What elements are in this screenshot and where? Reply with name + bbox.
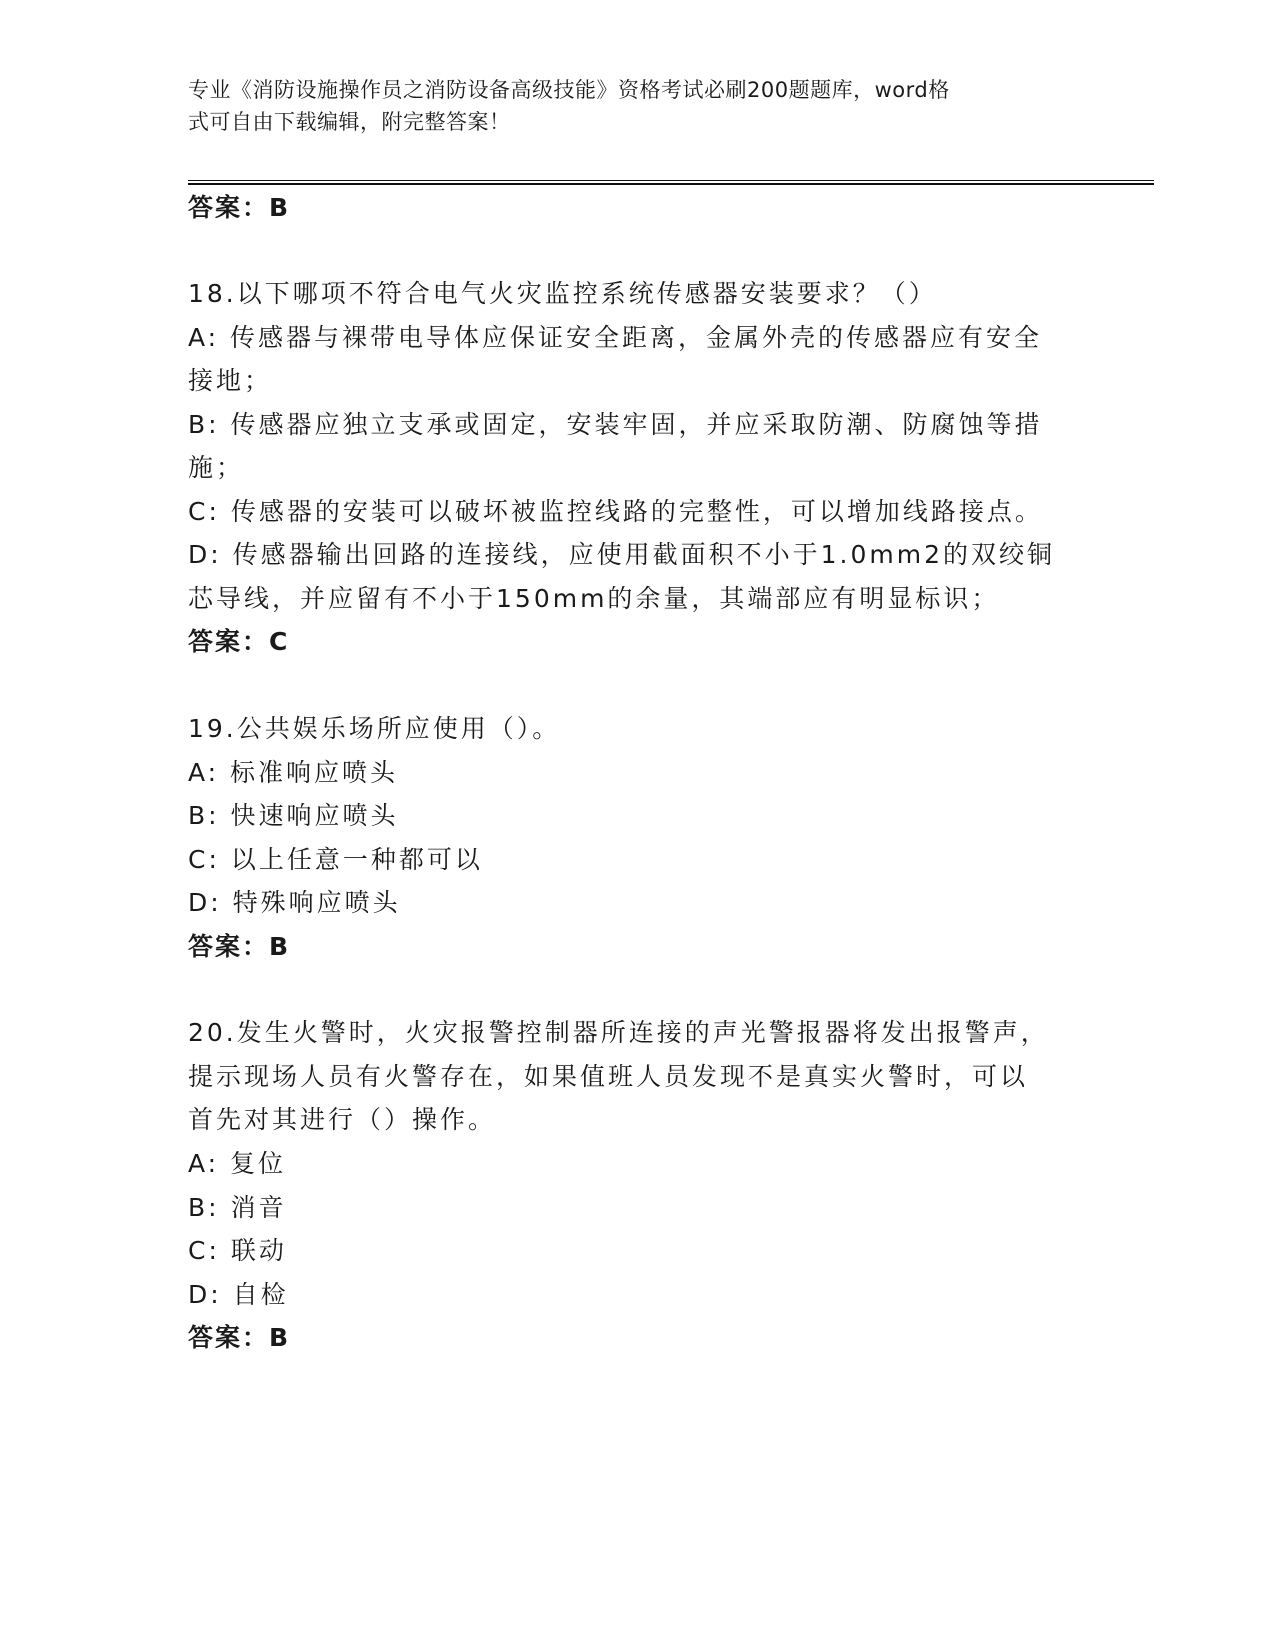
question-20-option-d: D: 自检 xyxy=(188,1280,289,1309)
header-intro-line-1: 专业《消防设施操作员之消防设备高级技能》资格考试必刷200题题库，word格 xyxy=(188,78,950,102)
question-18-option-a-line-2: 接地； xyxy=(188,366,273,395)
header-divider-thin xyxy=(188,180,1154,181)
question-20-option-b: B: 消音 xyxy=(188,1193,287,1222)
question-19-option-a: A: 标准响应喷头 xyxy=(188,758,399,787)
header-intro-line-2: 式可自由下载编辑，附完整答案！ xyxy=(188,110,511,134)
question-19-option-c: C: 以上任意一种都可以 xyxy=(188,845,483,874)
question-18-option-b-line-1: B: 传感器应独立支承或固定，安装牢固，并应采取防潮、防腐蚀等措 xyxy=(188,410,1043,439)
question-19-answer: 答案：B xyxy=(188,932,291,961)
question-18-option-d-line-1: D: 传感器输出回路的连接线，应使用截面积不小于1.0mm2的双绞铜 xyxy=(188,540,1055,569)
question-19-stem: 19.公共娱乐场所应使用（）。 xyxy=(188,714,561,743)
question-20-answer: 答案：B xyxy=(188,1323,291,1352)
question-18-stem: 18.以下哪项不符合电气火灾监控系统传感器安装要求？（） xyxy=(188,279,937,308)
question-20-option-c: C: 联动 xyxy=(188,1236,287,1265)
header-divider-thick xyxy=(188,183,1154,185)
question-20-stem-line-2: 提示现场人员有火警存在，如果值班人员发现不是真实火警时，可以 xyxy=(188,1062,1029,1091)
question-20-option-a: A: 复位 xyxy=(188,1149,287,1178)
question-20-stem-line-1: 20.发生火警时，火灾报警控制器所连接的声光警报器将发出报警声， xyxy=(188,1018,1049,1047)
question-18-option-c: C: 传感器的安装可以破坏被监控线路的完整性，可以增加线路接点。 xyxy=(188,497,1043,526)
question-20-stem-line-3: 首先对其进行（）操作。 xyxy=(188,1105,497,1134)
question-18-option-d-line-2: 芯导线，并应留有不小于150mm的余量，其端部应有明显标识； xyxy=(188,584,1000,613)
question-18-option-b-line-2: 施； xyxy=(188,453,245,482)
document-header xyxy=(188,74,1068,138)
question-19-option-b: B: 快速响应喷头 xyxy=(188,801,399,830)
question-18-answer: 答案：C xyxy=(188,627,290,656)
question-19-option-d: D: 特殊响应喷头 xyxy=(188,888,401,917)
previous-answer: 答案：B xyxy=(188,193,291,222)
question-18-option-a-line-1: A: 传感器与裸带电导体应保证安全距离，金属外壳的传感器应有安全 xyxy=(188,323,1043,352)
